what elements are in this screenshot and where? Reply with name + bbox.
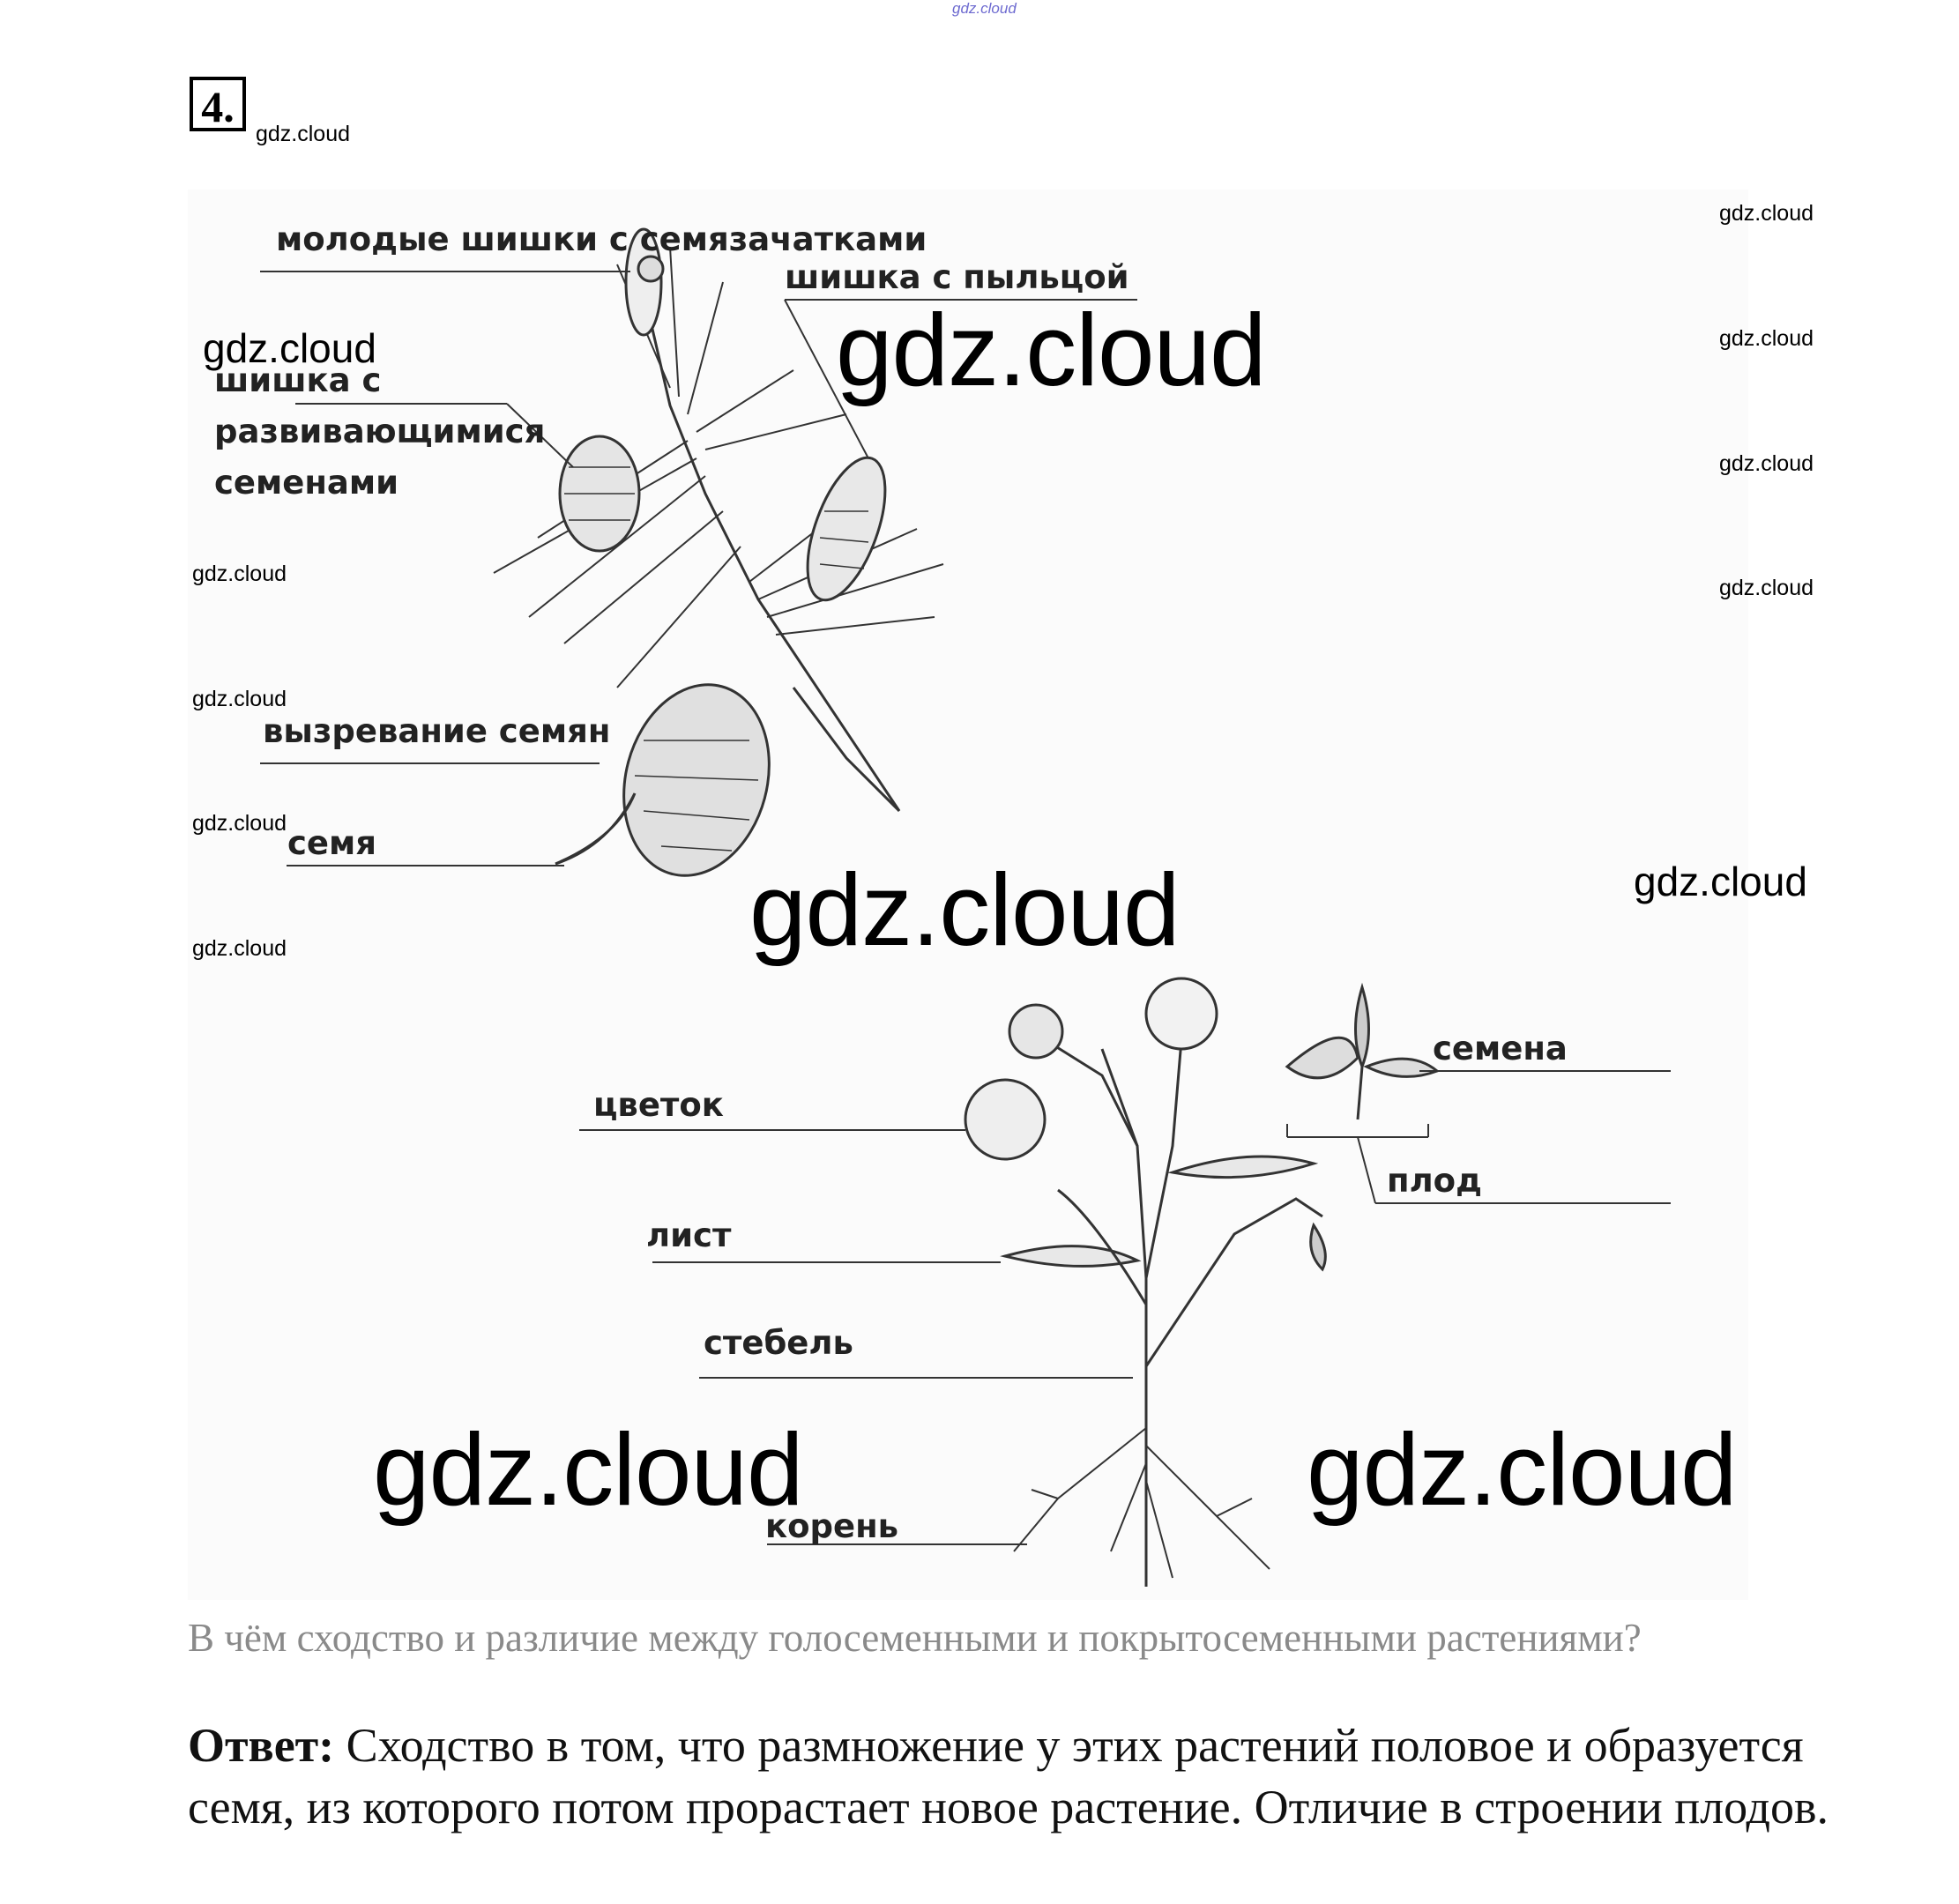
watermark: gdz.cloud — [749, 852, 1180, 967]
watermark: gdz.cloud — [192, 687, 287, 711]
watermark: gdz.cloud — [373, 1412, 803, 1527]
label-seeds: семена — [1433, 1030, 1568, 1067]
label-pollen-cone: шишка с пыльцой — [785, 258, 1129, 296]
label-ripening: вызревание семян — [263, 712, 611, 750]
watermark-top: gdz.cloud — [952, 0, 1017, 17]
question-text: В чём сходство и различие между голосеменными и покрытосеменными растениями? — [188, 1616, 1642, 1660]
label-developing-cone-1: шишка с — [214, 361, 382, 399]
watermark: gdz.cloud — [1307, 1412, 1737, 1527]
watermark: gdz.cloud — [192, 811, 287, 836]
label-stem: стебель — [704, 1324, 853, 1362]
label-developing-cone-2: развивающимися — [214, 413, 546, 450]
watermark: gdz.cloud — [1719, 326, 1814, 351]
answer-block — [188, 1714, 1863, 1838]
label-flower: цветок — [593, 1086, 724, 1124]
label-root: корень — [765, 1507, 899, 1545]
label-seed: семя — [287, 824, 377, 862]
watermark: gdz.cloud — [256, 122, 351, 146]
watermark: gdz.cloud — [1719, 576, 1814, 600]
watermark: gdz.cloud — [1719, 451, 1814, 476]
answer-label: Ответ: — [188, 1719, 335, 1772]
watermark: gdz.cloud — [1719, 201, 1814, 226]
label-fruit: плод — [1387, 1162, 1482, 1200]
task-number: 4. — [190, 77, 246, 131]
watermark: gdz.cloud — [203, 325, 376, 371]
watermark: gdz.cloud — [1634, 859, 1807, 904]
answer-text: Сходство в том, что размножение у этих растений половое и образуется семя, из которого потом прорастает новое растение. Отличие в строении плодов. — [188, 1719, 1829, 1833]
watermark: gdz.cloud — [192, 562, 287, 586]
watermark: gdz.cloud — [836, 293, 1266, 407]
label-leaf: лист — [646, 1216, 732, 1254]
label-developing-cone-3: семенами — [214, 464, 399, 502]
watermark: gdz.cloud — [192, 936, 287, 961]
label-young-cones: молодые шишки с семязачатками — [276, 220, 927, 258]
